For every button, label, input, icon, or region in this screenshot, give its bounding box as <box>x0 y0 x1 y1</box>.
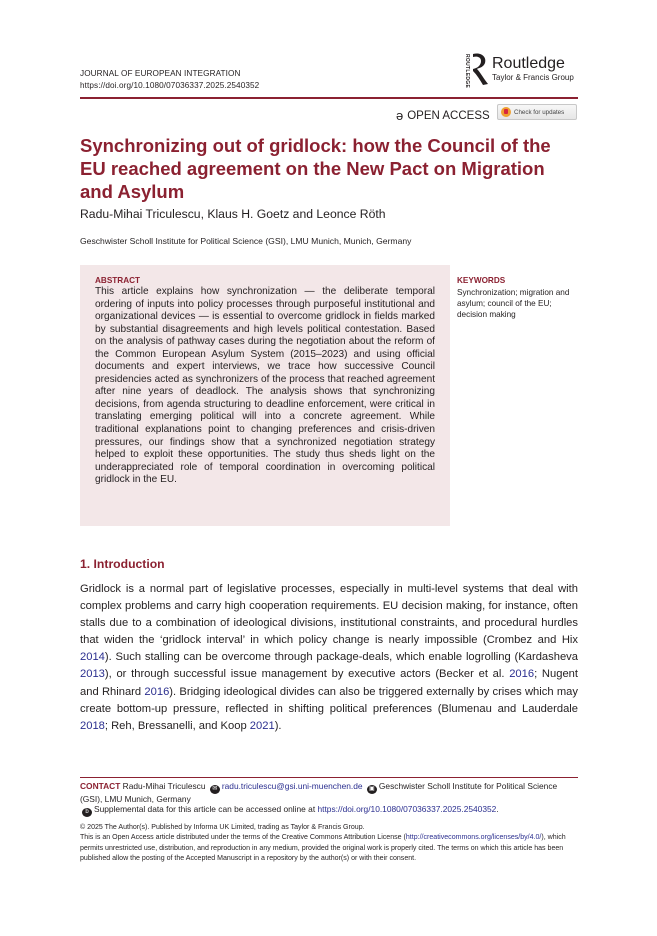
header-divider <box>80 97 578 99</box>
license-text <box>80 833 580 864</box>
citation-link[interactable]: 2013 <box>80 668 105 681</box>
contact-email-link[interactable]: radu.triculescu@gsi.uni-muenchen.de <box>221 781 363 791</box>
open-access-label: OPEN ACCESS <box>407 109 490 122</box>
keywords-heading: KEYWORDS <box>457 276 506 285</box>
abstract-heading: ABSTRACT <box>95 276 141 285</box>
citation-link[interactable]: 2016 <box>509 668 535 681</box>
paragraph-text: ). Such stalling can be overcome through package-deals, which enable logrolling (Kardasheva <box>104 651 578 664</box>
paragraph-text: ). <box>274 719 282 732</box>
journal-header <box>80 68 259 92</box>
contact-info <box>80 781 580 805</box>
article-title: Synchronizing out of gridlock: how the Council of the EU reached agreement on the New Pact on Migration and Asylum <box>80 135 551 202</box>
paragraph-text: ; Nugent and Rhinard <box>80 668 579 698</box>
paragraph-text: ; Reh, Bressanelli, and Koop <box>104 719 250 732</box>
author-affiliation: Geschwister Scholl Institute for Political Science (GSI), LMU Munich, Munich, Germany <box>80 236 412 246</box>
check-for-updates-label: Check for updates <box>514 108 565 116</box>
supplemental-note <box>80 804 580 817</box>
routledge-r-icon <box>470 52 490 86</box>
paragraph-text: Gridlock is a normal part of legislative processes, especially in multi-level systems that deal with complex problems and carry high cooperation requirements. EU decision making, for instance, often stalls due to a combination of ideological divisions, institutional constraints, and procedural hurdles that widen the ‘gridlock interval’ in which policy change is nearly impossible (Crombez and Hix <box>80 583 578 647</box>
license-link[interactable]: http://creativecommons.org/licenses/by/4.0/ <box>405 834 542 842</box>
abstract-text: This article explains how synchronization — the deliberate temporal ordering of inputs into policy processes through purposeful institutional and organizational devices — is essential to overcome gridlock in fields marked by substantial disagreements and high levels political contestation. Based on the analysis of pathway cases during the negotiation about the reform of the Common European Asylum System (2015–2023) and using official documents and expert interviews, we trace how successive Council presidencies acted as synchronizers of the process that reached agreement after nine years of deadlock. The analysis shows that synchronizing decisions, from agenda structuring to deadline enforcement, were critical in translating emerging political will into a concrete agreement. While traditional explanations point to changing preferences and crisis-driven pressures, our findings show that a synchronized negotiation strategy helped to exploit these opportunities. The study thus sheds light on the underappreciated role of temporal coordination in overcoming political gridlock in the EU. <box>95 286 435 486</box>
citation-link[interactable]: 2018 <box>80 719 105 732</box>
citation-link[interactable]: 2014 <box>80 651 105 664</box>
publisher-logo <box>460 52 590 88</box>
logo-vertical-text: ROUTLEDGE <box>464 54 470 89</box>
license-post: ), which permits unrestricted use, distribution, and reproduction in any medium, provided the original work is properly cited. The terms on which this article has been published allow the posting of the Accepted Manuscript in a repository by the author(s) or with their consent. <box>80 834 566 863</box>
journal-name: JOURNAL OF EUROPEAN INTEGRATION <box>80 69 241 78</box>
crossmark-icon <box>501 107 511 117</box>
contact-name: Radu-Mihai Triculescu <box>122 781 206 791</box>
supplemental-text: Supplemental data for this article can be accessed online at <box>94 804 318 814</box>
check-for-updates-button[interactable] <box>497 104 577 120</box>
open-lock-icon: ə <box>396 108 404 123</box>
article-authors: Radu-Mihai Triculescu, Klaus H. Goetz and Leonce Röth <box>80 207 386 221</box>
license-pre: This is an Open Access article distributed under the terms of the Creative Commons Attribution License ( <box>80 834 406 842</box>
contact-address: Geschwister Scholl Institute for Political Science (GSI), LMU Munich, Germany <box>80 781 558 804</box>
contact-label: CONTACT <box>80 781 121 791</box>
publisher-name: Routledge <box>492 55 565 72</box>
supplemental-data-icon: b <box>82 808 92 817</box>
paragraph-text: ). Bridging ideological divides can also be triggered externally by crises which may create bottom-up pressure, reflected in shifting political preferences (Blumenau and Lauderdale <box>80 685 578 715</box>
email-icon: ✉ <box>210 785 220 794</box>
supplemental-end: . <box>496 804 499 814</box>
keywords-text: Synchronization; migration and asylum; council of the EU; decision making <box>457 288 570 319</box>
citation-link[interactable]: 2021 <box>249 719 275 732</box>
license-block <box>80 823 580 865</box>
publisher-group: Taylor & Francis Group <box>492 73 574 82</box>
open-access-badge <box>396 108 490 123</box>
address-icon: ▣ <box>367 785 377 794</box>
supplemental-link[interactable]: https://doi.org/10.1080/07036337.2025.2540352 <box>317 804 497 814</box>
paragraph-text: ), or through successful issue management by executive actors (Becker et al. <box>104 668 510 681</box>
introduction-paragraph <box>80 581 578 735</box>
citation-link[interactable]: 2016 <box>144 685 170 698</box>
doi-link[interactable]: https://doi.org/10.1080/07036337.2025.2540352 <box>80 81 260 90</box>
copyright-line: © 2025 The Author(s). Published by Informa UK Limited, trading as Taylor & Francis Group. <box>80 824 365 831</box>
footer-divider <box>80 777 578 778</box>
section-heading-introduction: 1. Introduction <box>80 557 165 571</box>
